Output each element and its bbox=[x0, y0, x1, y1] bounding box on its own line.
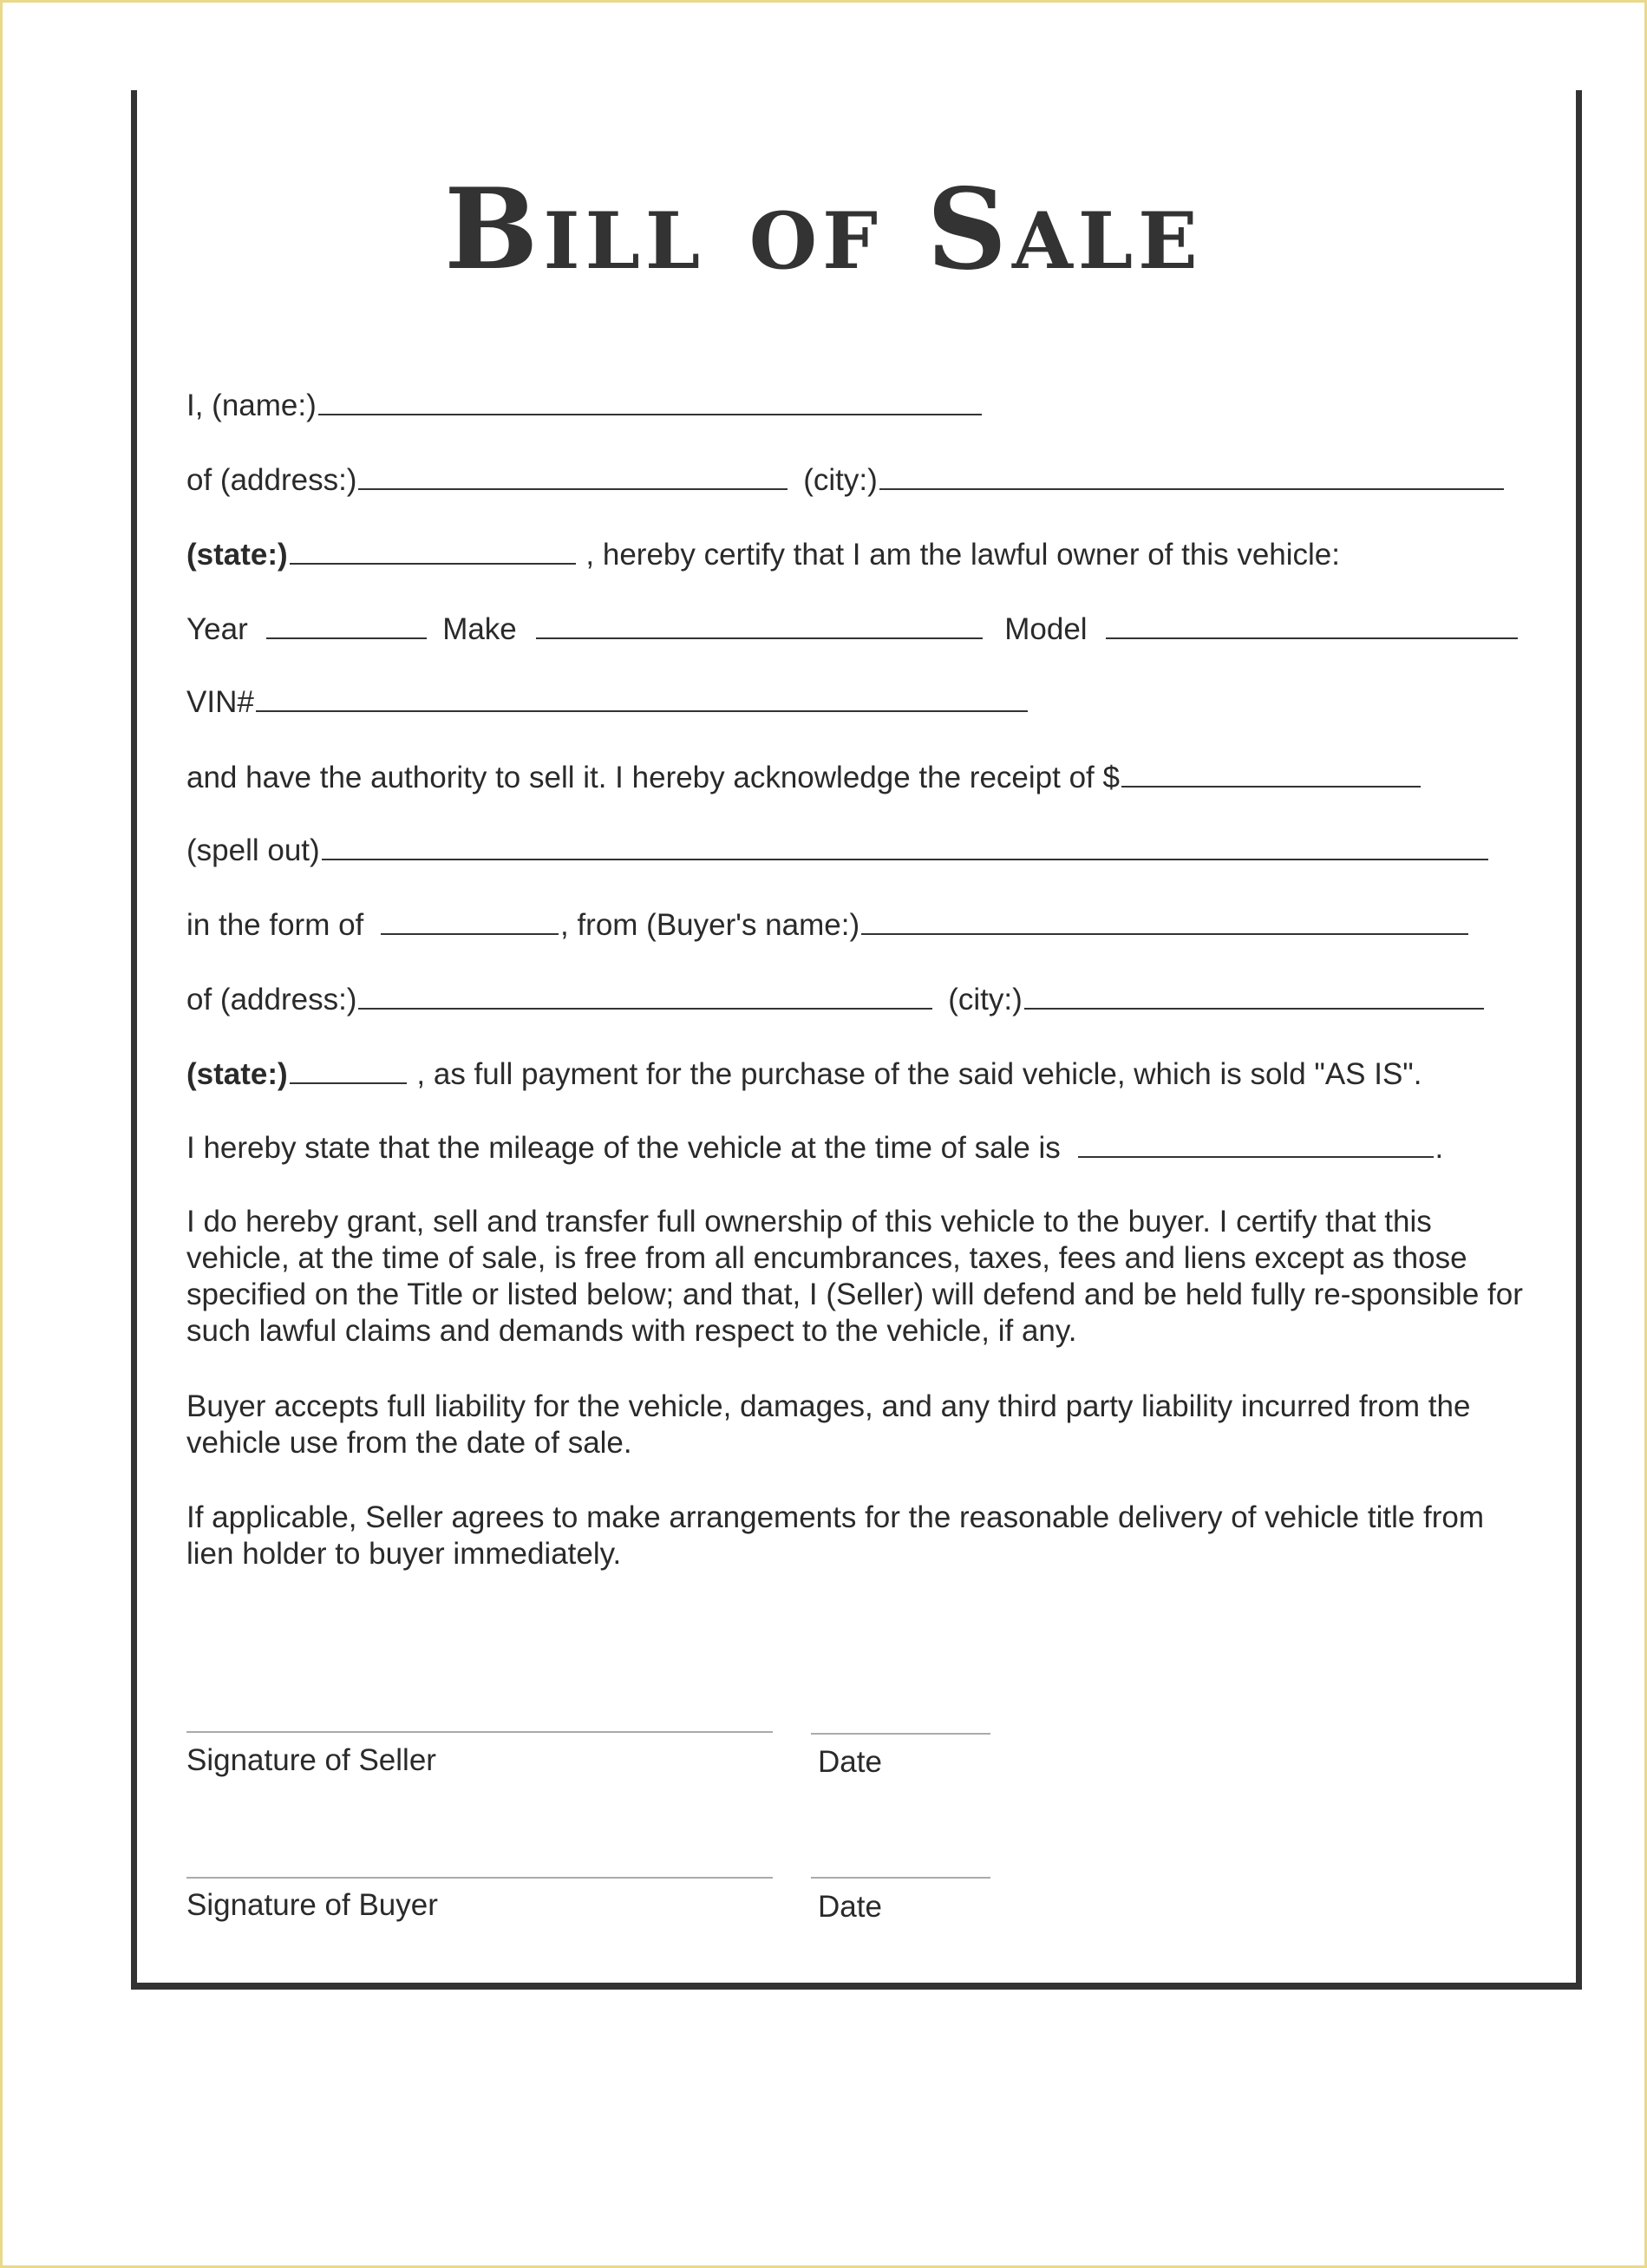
year-field[interactable] bbox=[266, 611, 427, 639]
seller-name-field[interactable] bbox=[318, 388, 982, 415]
model-field[interactable] bbox=[1106, 611, 1518, 639]
buyer-signature-label: Signature of Buyer bbox=[186, 1888, 438, 1922]
vin-line bbox=[186, 678, 1522, 727]
buyer-name-field[interactable] bbox=[861, 907, 1468, 935]
receipt-text: and have the authority to sell it. I hereby acknowledge the receipt of $ bbox=[186, 761, 1120, 794]
buyer-signature-line[interactable] bbox=[186, 1877, 773, 1879]
city-label: (city:) bbox=[803, 463, 878, 497]
vin-field[interactable] bbox=[256, 684, 1028, 712]
document-frame bbox=[131, 90, 1582, 1990]
make-field[interactable] bbox=[536, 611, 983, 639]
buyer-address-line bbox=[186, 976, 1522, 1024]
spell-out-label: (spell out) bbox=[186, 833, 320, 867]
buyer-address-field[interactable] bbox=[358, 982, 932, 1010]
lien-paragraph: If applicable, Seller agrees to make arrangements for the reasonable delivery of vehicle title from lien holder to buyer immediately. bbox=[186, 1500, 1485, 1571]
form-label: in the form of bbox=[186, 908, 364, 942]
spell-out-field[interactable] bbox=[322, 833, 1488, 860]
mileage-field[interactable] bbox=[1078, 1130, 1434, 1158]
mileage-text: I hereby state that the mileage of the vehicle at the time of sale is bbox=[186, 1131, 1061, 1165]
vehicle-line bbox=[186, 605, 1522, 654]
buyer-state-field[interactable] bbox=[290, 1056, 407, 1084]
buyer-date-label: Date bbox=[818, 1890, 882, 1924]
vin-label: VIN# bbox=[186, 685, 254, 719]
model-label: Model bbox=[1004, 612, 1088, 646]
buyer-name-label: , from (Buyer's name:) bbox=[560, 908, 860, 942]
document-title: Bill of Sale bbox=[444, 165, 1203, 295]
buyer-city-field[interactable] bbox=[1024, 982, 1484, 1010]
buyer-date-line[interactable] bbox=[811, 1877, 990, 1879]
amount-field[interactable] bbox=[1121, 760, 1421, 788]
seller-state-field[interactable] bbox=[290, 537, 576, 565]
receipt-line bbox=[186, 754, 1522, 802]
seller-city-field[interactable] bbox=[879, 462, 1504, 490]
seller-address-line bbox=[186, 456, 1522, 505]
state-label: (state:) bbox=[186, 538, 288, 572]
payment-form-line bbox=[186, 901, 1522, 950]
seller-date-line[interactable] bbox=[811, 1733, 990, 1735]
payment-text: , as full payment for the purchase of the said vehicle, which is sold "AS IS". bbox=[416, 1057, 1422, 1091]
buyer-address-label: of (address:) bbox=[186, 983, 357, 1016]
seller-signature-label: Signature of Seller bbox=[186, 1743, 436, 1777]
make-label: Make bbox=[442, 612, 517, 646]
liability-paragraph: Buyer accepts full liability for the vehicle, damages, and any third party liability incurred from the vehicle use from the date of sale. bbox=[186, 1389, 1471, 1460]
buyer-city-label: (city:) bbox=[948, 983, 1023, 1016]
transfer-paragraph: I do hereby grant, sell and transfer full ownership of this vehicle to the buyer. I certify that this vehicle, at the time of sale, is free from all encumbrances, taxes, fees and liens except as those specified on the Title or listed below; and that, I (Seller) will defend and be held fully re-sponsible for such lawful claims and demands with respect to the vehicle, if any. bbox=[186, 1205, 1523, 1348]
buyer-state-label: (state:) bbox=[186, 1057, 288, 1091]
mileage-line bbox=[186, 1124, 1522, 1173]
mileage-period: . bbox=[1435, 1131, 1444, 1165]
year-label: Year bbox=[186, 612, 248, 646]
address-label: of (address:) bbox=[186, 463, 357, 497]
buyer-state-line bbox=[186, 1050, 1522, 1099]
payment-form-field[interactable] bbox=[381, 907, 559, 935]
seller-address-field[interactable] bbox=[358, 462, 788, 490]
seller-date-label: Date bbox=[818, 1745, 882, 1779]
certify-text: , hereby certify that I am the lawful owner of this vehicle: bbox=[585, 538, 1340, 572]
name-label: I, (name:) bbox=[186, 389, 317, 422]
spell-out-line bbox=[186, 827, 1522, 875]
seller-name-line bbox=[186, 382, 1522, 430]
seller-signature-line[interactable] bbox=[186, 1731, 773, 1733]
seller-state-line bbox=[186, 531, 1522, 579]
